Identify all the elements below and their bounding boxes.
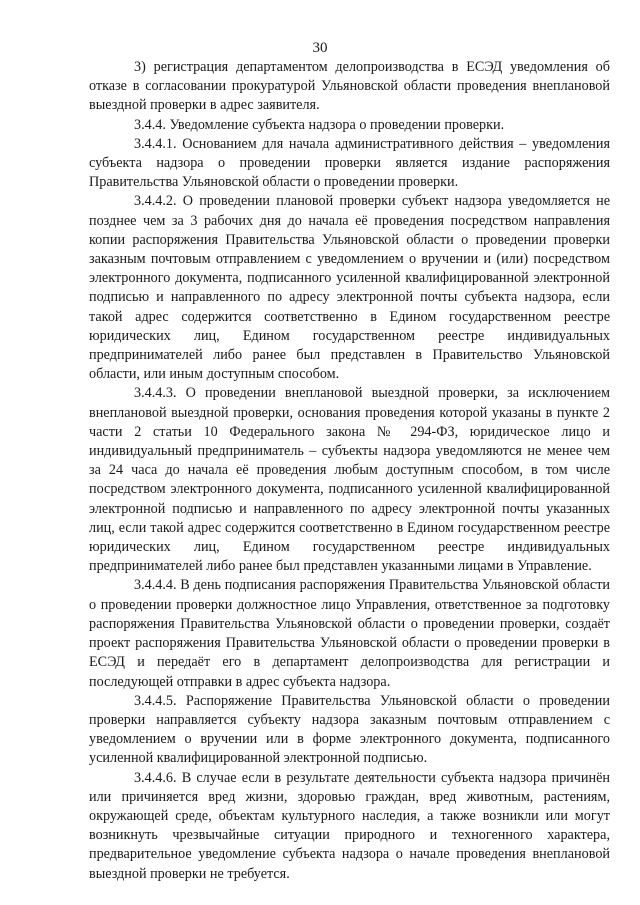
paragraph-3-4-4-5: 3.4.4.5. Распоряжение Правительства Ульяновской области о проведении проверки направляется субъекту надзора заказным почтовым отправлением с уведомлением о вручении или в форме электронного документа, подписанного усиленной квалифицированной электронной подписью. <box>89 692 610 767</box>
paragraph-3-4-4-2: 3.4.4.2. О проведении плановой проверки субъект надзора уведомляется не позднее чем за 3 рабочих дня до начала её проведения посредством направления копии распоряжения Правительства Ульяновской области о проведении проверки заказным почтовым отправлением с уведомлением о вручении и (или) посредством электронного документа, подписанного усиленной квалифицированной электронной подписью и направленного по адресу электронной почты субъекта надзора, если такой адрес содержится соответственно в Едином государственном реестре юридических лиц, Едином государственном реестре индивидуальных предпринимателей либо ранее был представлен в Правительство Ульяновской области, или иным доступным способом. <box>89 193 610 383</box>
paragraph-item-3-registration: 3) регистрация департаментом делопроизводства в ЕСЭД уведомления об отказе в согласовании прокуратурой Ульяновской области проведения внеплановой выездной проверки в адрес заявителя. <box>89 59 610 114</box>
paragraph-3-4-4-6: 3.4.4.6. В случае если в результате деятельности субъекта надзора причинён или причиняется вред жизни, здоровью граждан, вред животным, растениям, окружающей среде, объектам культурного наследия, а также возникли или могут возникнуть чрезвычайные ситуации природного и техногенного характера, предварительное уведомление субъекта надзора о начале проведения внеплановой выездной проверки не требуется. <box>89 769 610 882</box>
section-heading-3-4-4: 3.4.4. Уведомление субъекта надзора о проведении проверки. <box>134 116 505 133</box>
paragraph-3-4-4-4: 3.4.4.4. В день подписания распоряжения Правительства Ульяновской области о проведении проверки должностное лицо Управления, ответственное за подготовку распоряжения Правительства Ульяновской области о проведении проверки, создаёт проект распоряжения Правительства Ульяновской области о проведении проверки в ЕСЭД и передаёт его в департамент делопроизводства для регистрации и последующей отправки в адрес субъекта надзора. <box>89 577 610 690</box>
page-number: 30 <box>312 40 328 56</box>
paragraph-3-4-4-1: 3.4.4.1. Основанием для начала административного действия – уведомления субъекта надзора о проведении проверки является издание распоряжения Правительства Ульяновской области о проведении проверки. <box>89 135 610 191</box>
paragraph-3-4-4-3: 3.4.4.3. О проведении внеплановой выездной проверки, за исключением внеплановой выездной проверки, основания проведения которой указаны в пункте 2 части 2 статьи 10 Федерального закона № 294-ФЗ, юридическое лицо и индивидуальный предприниматель – субъекты надзора уведомляются не менее чем за 24 часа до начала её проведения любым доступным способом, в том числе посредством электронного документа, подписанного усиленной квалифицированной электронной подписью и направленного по адресу электронной почты указанных лиц, если такой адрес содержится соответственно в Едином государственном реестре юридических лиц, Едином государственном реестре индивидуальных предпринимателей либо ранее был представлен указанными лицами в Управление. <box>89 385 610 575</box>
document-body <box>89 58 610 884</box>
